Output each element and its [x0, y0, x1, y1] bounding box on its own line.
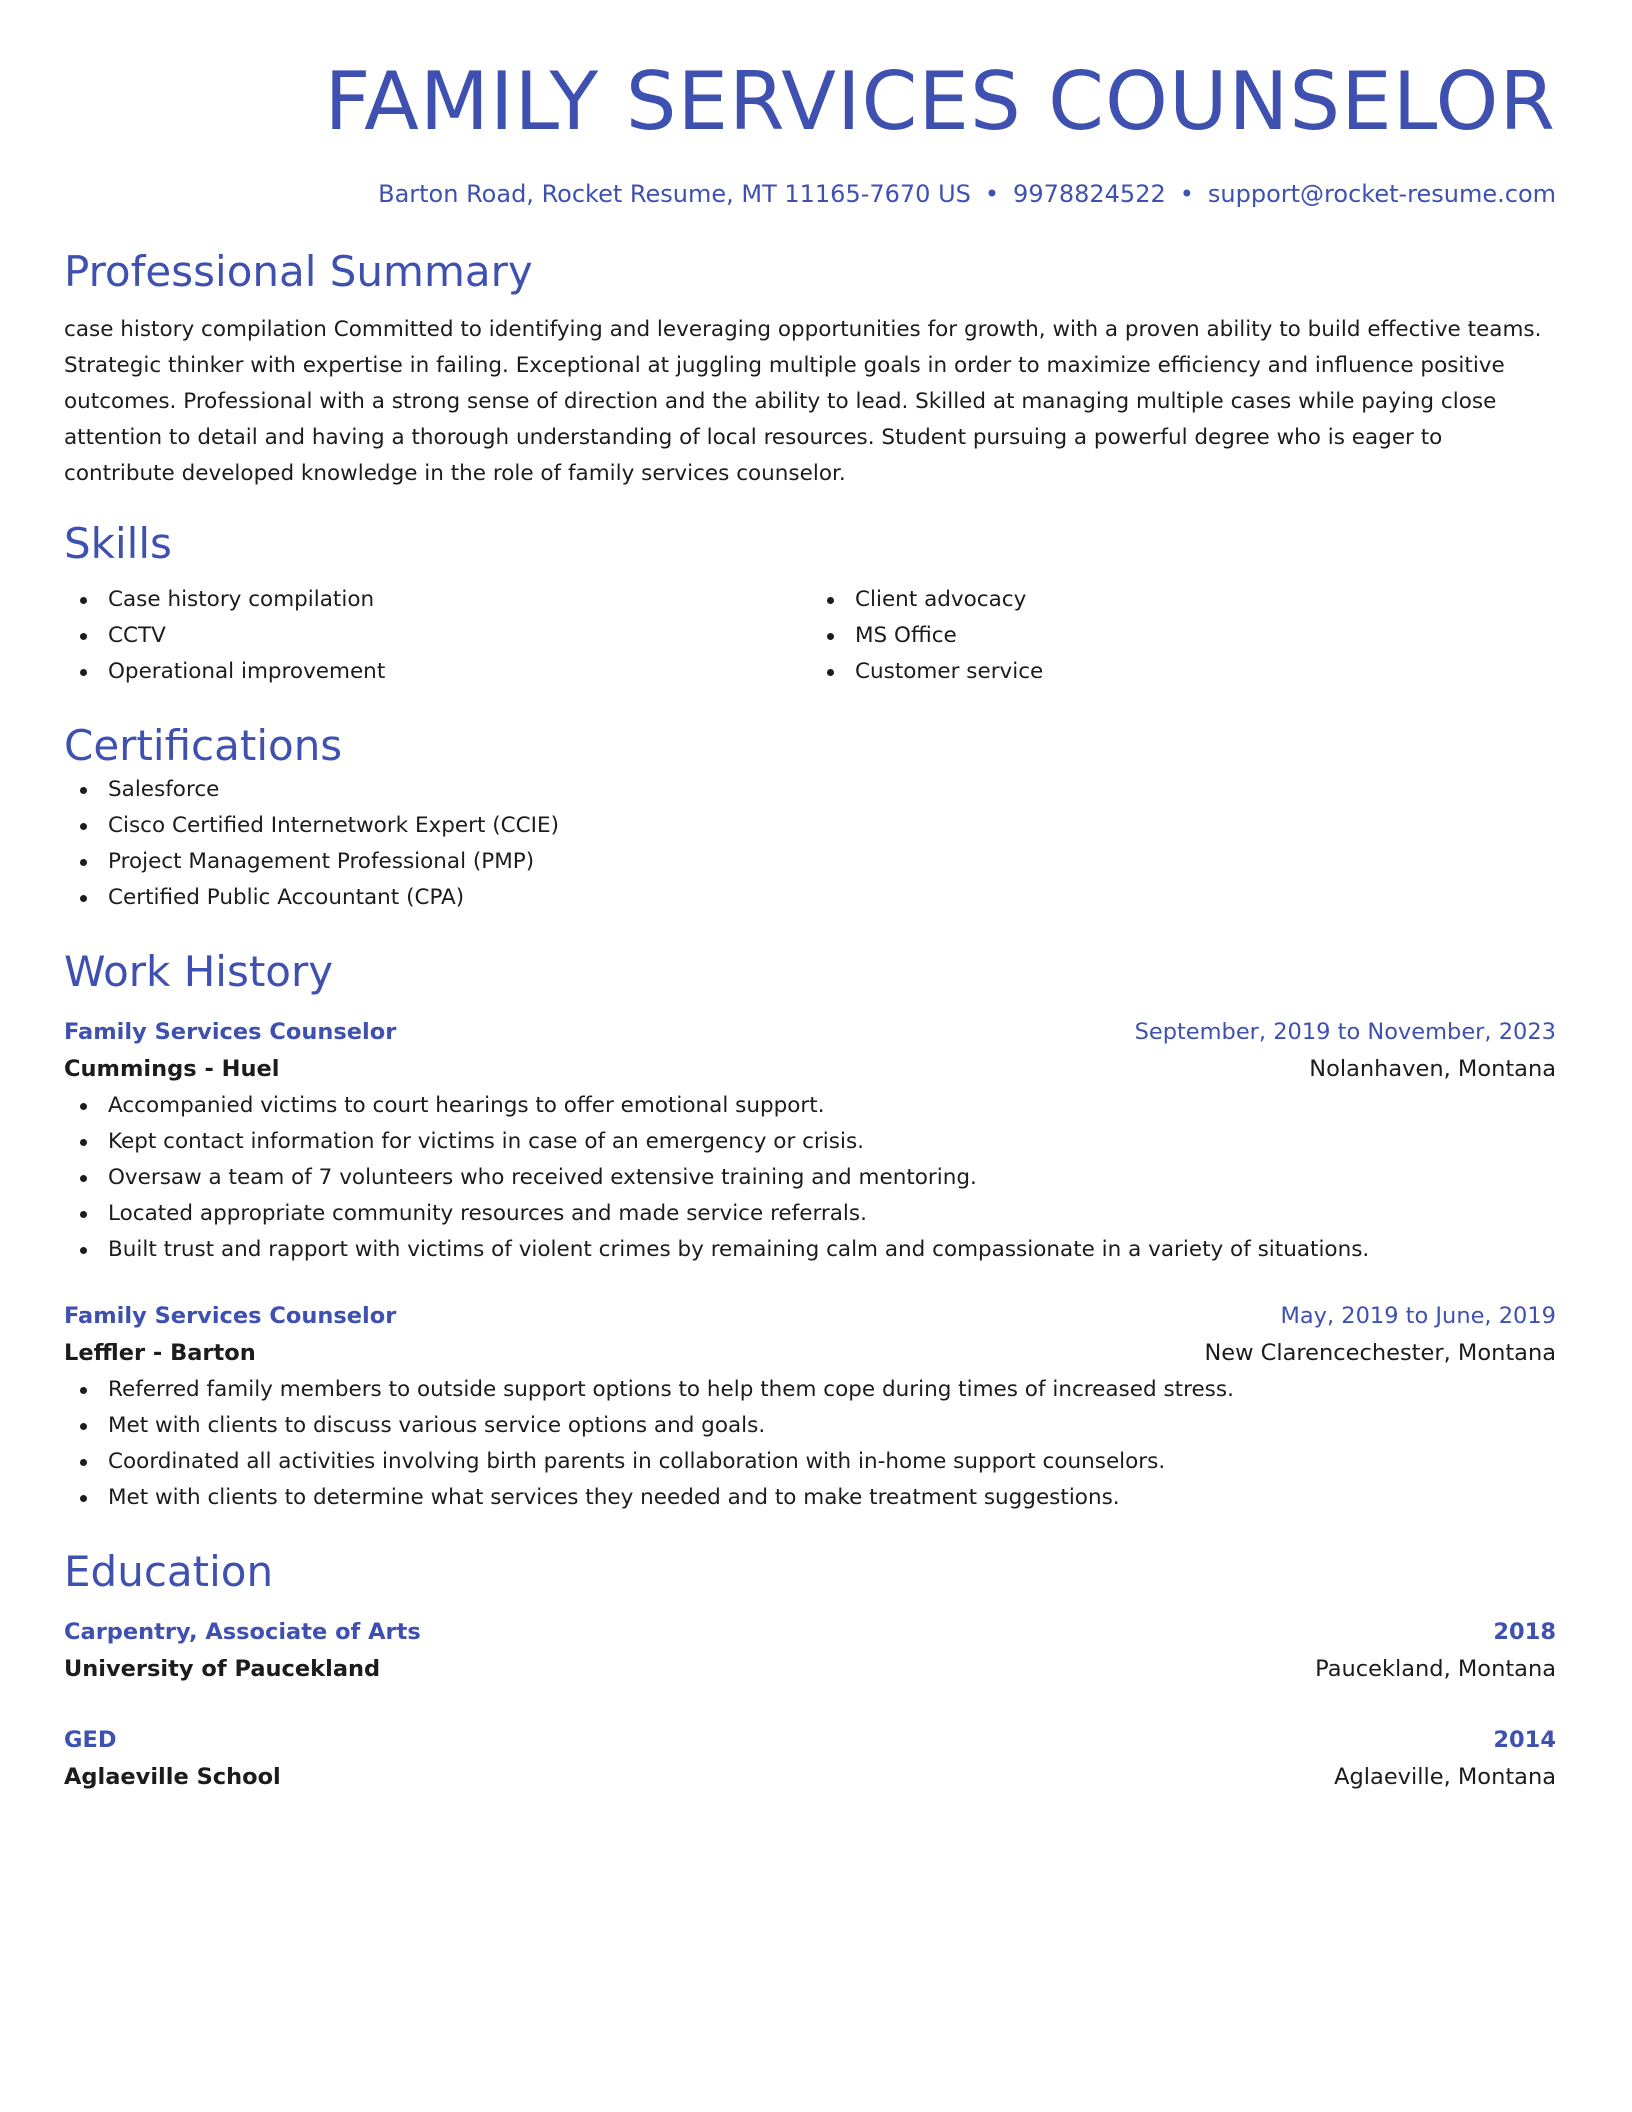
duty-item — [64, 1444, 1556, 1480]
duty-text: Met with clients to determine what services they needed and to make treatment suggestions. — [108, 1485, 1120, 1510]
skill-label: Case history compilation — [108, 587, 375, 612]
skill-item — [64, 618, 810, 654]
skill-label: CCTV — [108, 623, 166, 648]
certification-label: Project Management Professional (PMP) — [108, 849, 535, 874]
bullet-dot — [80, 1495, 87, 1502]
contact-separator: • — [984, 180, 1000, 208]
duty-item — [64, 1088, 1556, 1124]
summary-text: case history compilation Committed to identifying and leveraging opportunities for growth, with a proven ability to build effective teams. Strategic thinker with expertise in failing. Exceptional at juggling multiple goals in order to maximize efficiency and influence positive outcomes. Professional with a strong sense of direction and the ability to lead. Skilled at managing multiple cases while paying close attention to detail and having a thorough understanding of local resources. Student pursuing a powerful degree who is eager to contribute developed knowledge in the role of family services counselor. — [64, 317, 1542, 486]
certification-item — [64, 880, 1556, 916]
certification-label: Cisco Certified Internetwork Expert (CCIE) — [108, 813, 559, 838]
bullet-dot — [80, 787, 87, 794]
duty-text: Kept contact information for victims in case of an emergency or crisis. — [108, 1129, 864, 1154]
duty-text: Accompanied victims to court hearings to offer emotional support. — [108, 1093, 825, 1118]
bullet-dot — [827, 669, 834, 676]
education-school — [64, 1758, 1556, 1796]
job-header — [64, 1298, 1556, 1334]
bullet-dot — [80, 597, 87, 604]
duty-item — [64, 1124, 1556, 1160]
certification-label: Certified Public Accountant (CPA) — [108, 885, 465, 910]
skills-grid — [64, 582, 1556, 690]
school-name: Aglaeville School — [64, 1764, 281, 1790]
bullet-dot — [80, 1175, 87, 1182]
contact-separator: • — [1179, 180, 1194, 208]
skill-item — [810, 654, 1556, 690]
bullet-dot — [80, 633, 87, 640]
school-location: Paucekland, Montana — [1315, 1656, 1556, 1682]
skills-heading: Skills — [64, 519, 172, 568]
duty-item — [64, 1372, 1556, 1408]
bullet-dot — [80, 1247, 87, 1254]
contact-email: support@rocket-resume.com — [1207, 180, 1556, 208]
skill-label: Customer service — [855, 659, 1044, 684]
job-duties — [64, 1372, 1556, 1516]
bullet-dot — [80, 823, 87, 830]
bullet-dot — [80, 1211, 87, 1218]
degree-name: GED — [64, 1727, 117, 1753]
graduation-year: 2014 — [1493, 1727, 1556, 1753]
job-location: New Clarencechester, Montana — [1204, 1340, 1556, 1366]
company-name: Cummings - Huel — [64, 1056, 280, 1082]
education-heading: Education — [64, 1547, 274, 1596]
education-entry — [64, 1722, 1556, 1796]
skill-item — [810, 582, 1556, 618]
skills-column-left — [64, 582, 810, 690]
certifications-list — [64, 772, 1556, 916]
certification-item — [64, 772, 1556, 808]
summary-heading: Professional Summary — [64, 247, 533, 296]
resume-title: FAMILY SERVICES COUNSELOR — [324, 55, 1556, 148]
duty-item — [64, 1160, 1556, 1196]
job-entry — [64, 1298, 1556, 1516]
school-location: Aglaeville, Montana — [1334, 1764, 1556, 1790]
work-history-heading: Work History — [64, 947, 334, 996]
education-header — [64, 1614, 1556, 1650]
duty-item — [64, 1232, 1556, 1268]
duty-text: Oversaw a team of 7 volunteers who received extensive training and mentoring. — [108, 1165, 977, 1190]
certification-label: Salesforce — [108, 777, 220, 802]
job-entry — [64, 1014, 1556, 1268]
contact-phone: 9978824522 — [1013, 180, 1166, 208]
education-header — [64, 1722, 1556, 1758]
skills-column-right — [810, 582, 1556, 690]
certification-item — [64, 808, 1556, 844]
job-employer — [64, 1334, 1556, 1372]
skill-label: Client advocacy — [855, 587, 1027, 612]
job-location: Nolanhaven, Montana — [1309, 1056, 1556, 1082]
job-title: Family Services Counselor — [64, 1303, 397, 1329]
bullet-dot — [80, 859, 87, 866]
bullet-dot — [80, 1423, 87, 1430]
bullet-dot — [80, 895, 87, 902]
job-dates: September, 2019 to November, 2023 — [1134, 1019, 1556, 1045]
job-dates: May, 2019 to June, 2019 — [1280, 1303, 1556, 1329]
bullet-dot — [827, 633, 834, 640]
duty-text: Met with clients to discuss various service options and goals. — [108, 1413, 766, 1438]
school-name: University of Paucekland — [64, 1656, 381, 1682]
duty-text: Located appropriate community resources and made service referrals. — [108, 1201, 867, 1226]
duty-item — [64, 1480, 1556, 1516]
certification-item — [64, 844, 1556, 880]
contact-address: Barton Road, Rocket Resume, MT 11165-7670 US — [378, 180, 971, 208]
duty-item — [64, 1196, 1556, 1232]
duty-text: Coordinated all activities involving birth parents in collaboration with in-home support counselors. — [108, 1449, 1166, 1474]
company-name: Leffler - Barton — [64, 1340, 256, 1366]
bullet-dot — [80, 1387, 87, 1394]
education-school — [64, 1650, 1556, 1688]
skill-item — [810, 618, 1556, 654]
skill-label: Operational improvement — [108, 659, 386, 684]
contact-line — [64, 178, 1556, 210]
certifications-heading: Certifications — [64, 721, 343, 770]
skill-item — [64, 582, 810, 618]
skill-label: MS Office — [855, 623, 957, 648]
bullet-dot — [80, 1103, 87, 1110]
duty-text: Referred family members to outside support options to help them cope during times of increased stress. — [108, 1377, 1234, 1402]
job-employer — [64, 1050, 1556, 1088]
bullet-dot — [827, 597, 834, 604]
skills-list-left — [64, 582, 810, 690]
bullet-dot — [80, 1459, 87, 1466]
education-entry — [64, 1614, 1556, 1688]
job-header — [64, 1014, 1556, 1050]
job-title: Family Services Counselor — [64, 1019, 397, 1045]
job-duties — [64, 1088, 1556, 1268]
degree-name: Carpentry, Associate of Arts — [64, 1619, 421, 1645]
graduation-year: 2018 — [1493, 1619, 1556, 1645]
bullet-dot — [80, 1139, 87, 1146]
skill-item — [64, 654, 810, 690]
duty-text: Built trust and rapport with victims of violent crimes by remaining calm and compassionate in a variety of situations. — [108, 1237, 1370, 1262]
duty-item — [64, 1408, 1556, 1444]
bullet-dot — [80, 669, 87, 676]
skills-list-right — [810, 582, 1556, 690]
